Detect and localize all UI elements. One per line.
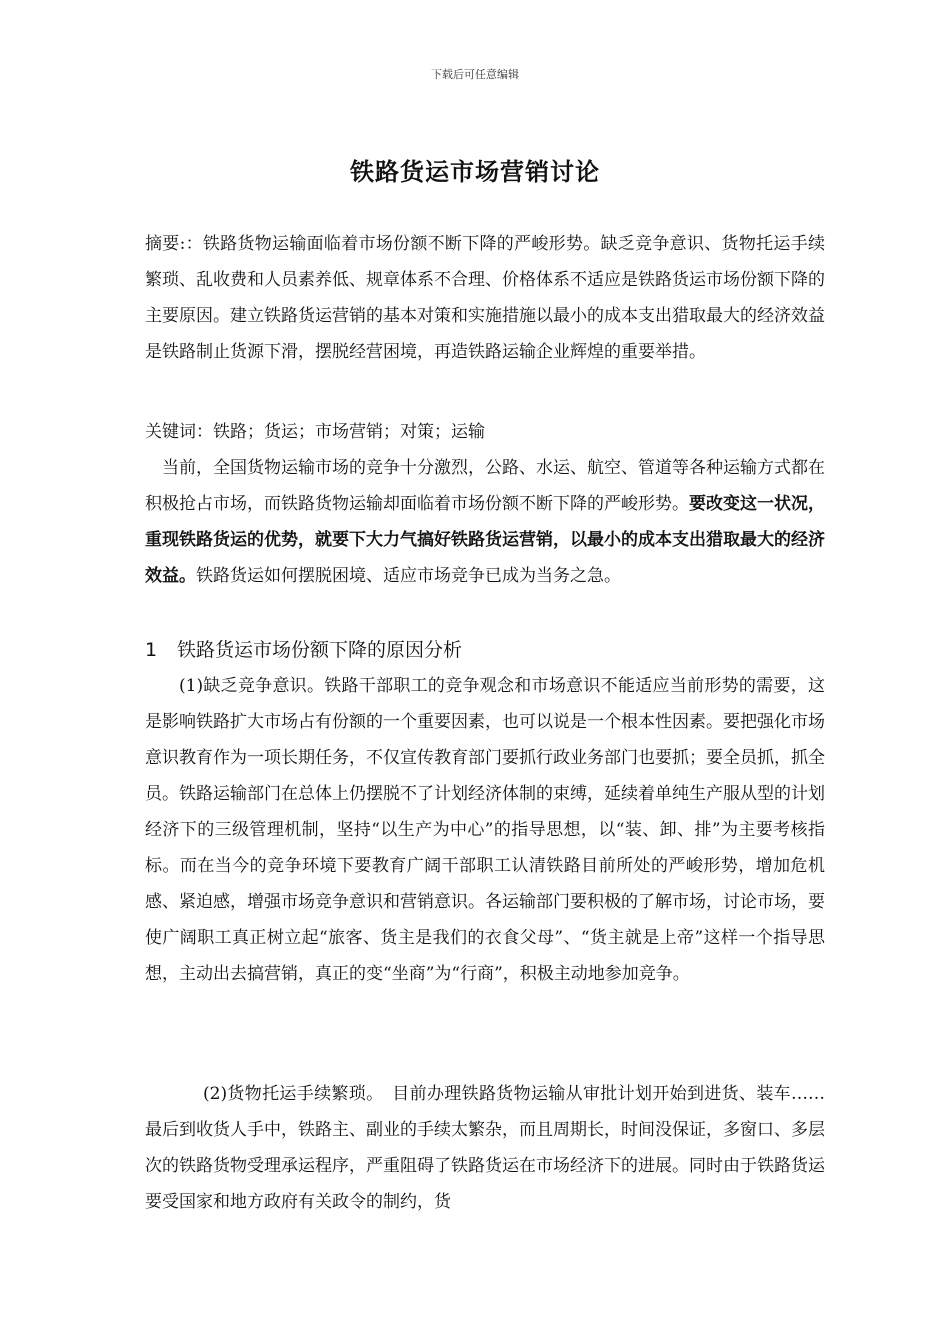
abstract-paragraph: 摘要:：铁路货物运输面临着市场份额不断下降的严峻形势。缺乏竞争意识、货物托运手续繁琐、乱收费和人员素养低、规章体系不合理、价格体系不适应是铁路货运市场份额下降的主要原因。建立铁路货运营销的基本对策和实施措施以最小的成本支出猎取最大的经济效益是铁路制止货源下滑，摆脱经营困境，再造铁路运输企业辉煌的重要举措。 xyxy=(145,234,825,362)
intro-text-part3: 铁路货运如何摆脱困境、适应市场竞争已成为当务之急。 xyxy=(196,566,621,586)
keywords-line: 关键词：铁路；货运；市场营销；对策；运输 xyxy=(145,422,485,442)
header-note: 下载后可任意编辑 xyxy=(431,68,519,81)
section-title: 铁路货运市场份额下降的原因分析 xyxy=(177,639,463,661)
document-title: 铁路货运市场营销讨论 xyxy=(350,158,600,186)
intro-text-bold: 要改变这一状况，重现铁路货运的优势，就要下大力气搞好铁路货运营销，以最小的成本支出猎取最大的经济效益。 xyxy=(145,494,825,586)
intro-text-part1: 当前，全国货物运输市场的竞争十分激烈，公路、水运、航空、管道等各种运输方式都在积极抢占市场，而铁路货物运输却面临着市场份额不断下降的严峻形势。 xyxy=(145,458,825,514)
paragraph-procedures: (2)货物托运手续繁琐。 目前办理铁路货物运输从审批计划开始到进货、装车……最后到收货人手中，铁路主、副业的手续太繁杂，而且周期长，时间没保证，多窗口、多层次的铁路货物受理承运程序，严重阻碍了铁路货运在市场经济下的进展。同时由于铁路货运要受国家和地方政府有关政令的制约，货 xyxy=(145,1084,825,1212)
intro-paragraph xyxy=(145,450,825,594)
paragraph-competition-awareness: (1)缺乏竞争意识。铁路干部职工的竞争观念和市场意识不能适应当前形势的需要，这是影响铁路扩大市场占有份额的一个重要因素，也可以说是一个根本性因素。要把强化市场意识教育作为一项长期任务，不仅宣传教育部门要抓行政业务部门也要抓；要全员抓，抓全员。铁路运输部门在总体上仍摆脱不了计划经济体制的束缚，延续着单纯生产服从型的计划经济下的三级管理机制，坚持“以生产为中心”的指导思想，以“装、卸、排”为主要考核指标。而在当今的竞争环境下要教育广阔干部职工认清铁路目前所处的严峻形势，增加危机感、紧迫感，增强市场竞争意识和营销意识。各运输部门要积极的了解市场，讨论市场，要使广阔职工真正树立起“旅客、货主是我们的衣食父母”、“货主就是上帝”这样一个指导思想，主动出去搞营销，真正的变“坐商”为“行商”，积极主动地参加竞争。 xyxy=(145,676,825,984)
section-number: 1 xyxy=(145,639,158,661)
section-heading-1 xyxy=(145,632,825,668)
